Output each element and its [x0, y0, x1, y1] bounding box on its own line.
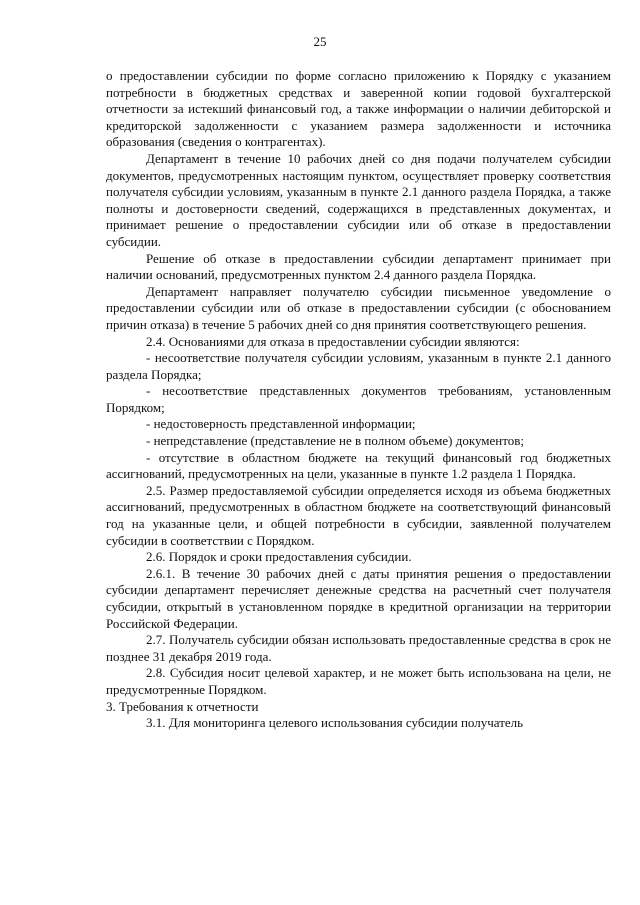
paragraph-3-1: 3.1. Для мониторинга целевого использования субсидии получатель — [146, 715, 524, 731]
list-item: - недостоверность представленной информации; — [146, 416, 416, 432]
paragraph-2-5: 2.5. Размер предоставляемой субсидии определяется исходя из объема бюджетных ассигнований, предусмотренных в областном бюджете на соответствующий финансовый год на указанные цели, и общей потребности в субсидии, заявленной получателем субсидии в соответствии с Порядком. — [106, 482, 611, 548]
section-heading: 3. Требования к отчетности — [106, 698, 259, 714]
paragraph-2-4: 2.4. Основаниями для отказа в предоставлении субсидии являются: — [146, 333, 520, 349]
paragraph: Департамент направляет получателю субсидии письменное уведомление о предоставлении субсидии или об отказе в предоставлении субсидии (с обоснованием причин отказа) в течение 5 рабочих дней со дня принятия соответствующего решения. — [106, 283, 611, 332]
paragraph-2-6-1: 2.6.1. В течение 30 рабочих дней с даты принятия решения о предоставлении субсидии департамент перечисляет денежные средства на расчетный счет получателя субсидии, открытый в установленном порядке в кредитной организации на территории Российской Федерации. — [106, 565, 611, 631]
list-item: - непредставление (представление не в полном объеме) документов; — [146, 433, 525, 449]
page-number: 25 — [313, 34, 327, 49]
paragraph-continuation: о предоставлении субсидии по форме согласно приложению к Порядку с указанием потребности в бюджетных средствах и заверенной копии годовой бухгалтерской отчетности за истекший финансовый год, а также информации о наличии дебиторской и кредиторской задолженности с указанием размера задолженности и источника образования (сведения о контрагентах). — [106, 68, 611, 150]
list-item: - несоответствие получателя субсидии условиям, указанным в пункте 2.1 данного раздела Порядка; — [106, 350, 611, 382]
paragraph: Решение об отказе в предоставлении субсидии департамент принимает при наличии оснований, предусмотренных пунктом 2.4 данного раздела Порядка. — [106, 250, 611, 283]
document-body — [106, 68, 611, 732]
paragraph-2-8: 2.8. Субсидия носит целевой характер, и не может быть использована на цели, не предусмотренные Порядком. — [106, 665, 611, 697]
paragraph-2-6: 2.6. Порядок и сроки предоставления субсидии. — [146, 549, 412, 565]
list-item: - отсутствие в областном бюджете на текущий финансовый год бюджетных ассигнований, предусмотренных на цели, указанные в пункте 1.2 раздела 1 Порядка. — [106, 449, 611, 482]
list-item: - несоответствие представленных документов требованиям, установленным Порядком; — [106, 383, 611, 415]
paragraph-2-7: 2.7. Получатель субсидии обязан использовать предоставленные средства в срок не позднее 31 декабря 2019 года. — [106, 632, 611, 664]
paragraph: Департамент в течение 10 рабочих дней со дня подачи получателем субсидии документов, предусмотренных настоящим пунктом, осуществляет проверку соответствия получателя субсидии условиям, указанным в пункте 2.1 данного раздела Порядка, а также полноты и достоверности сведений, содержащихся в представленных документах, и принимает решение о предоставлении субсидии или об отказе в предоставлении субсидии. — [106, 150, 611, 249]
